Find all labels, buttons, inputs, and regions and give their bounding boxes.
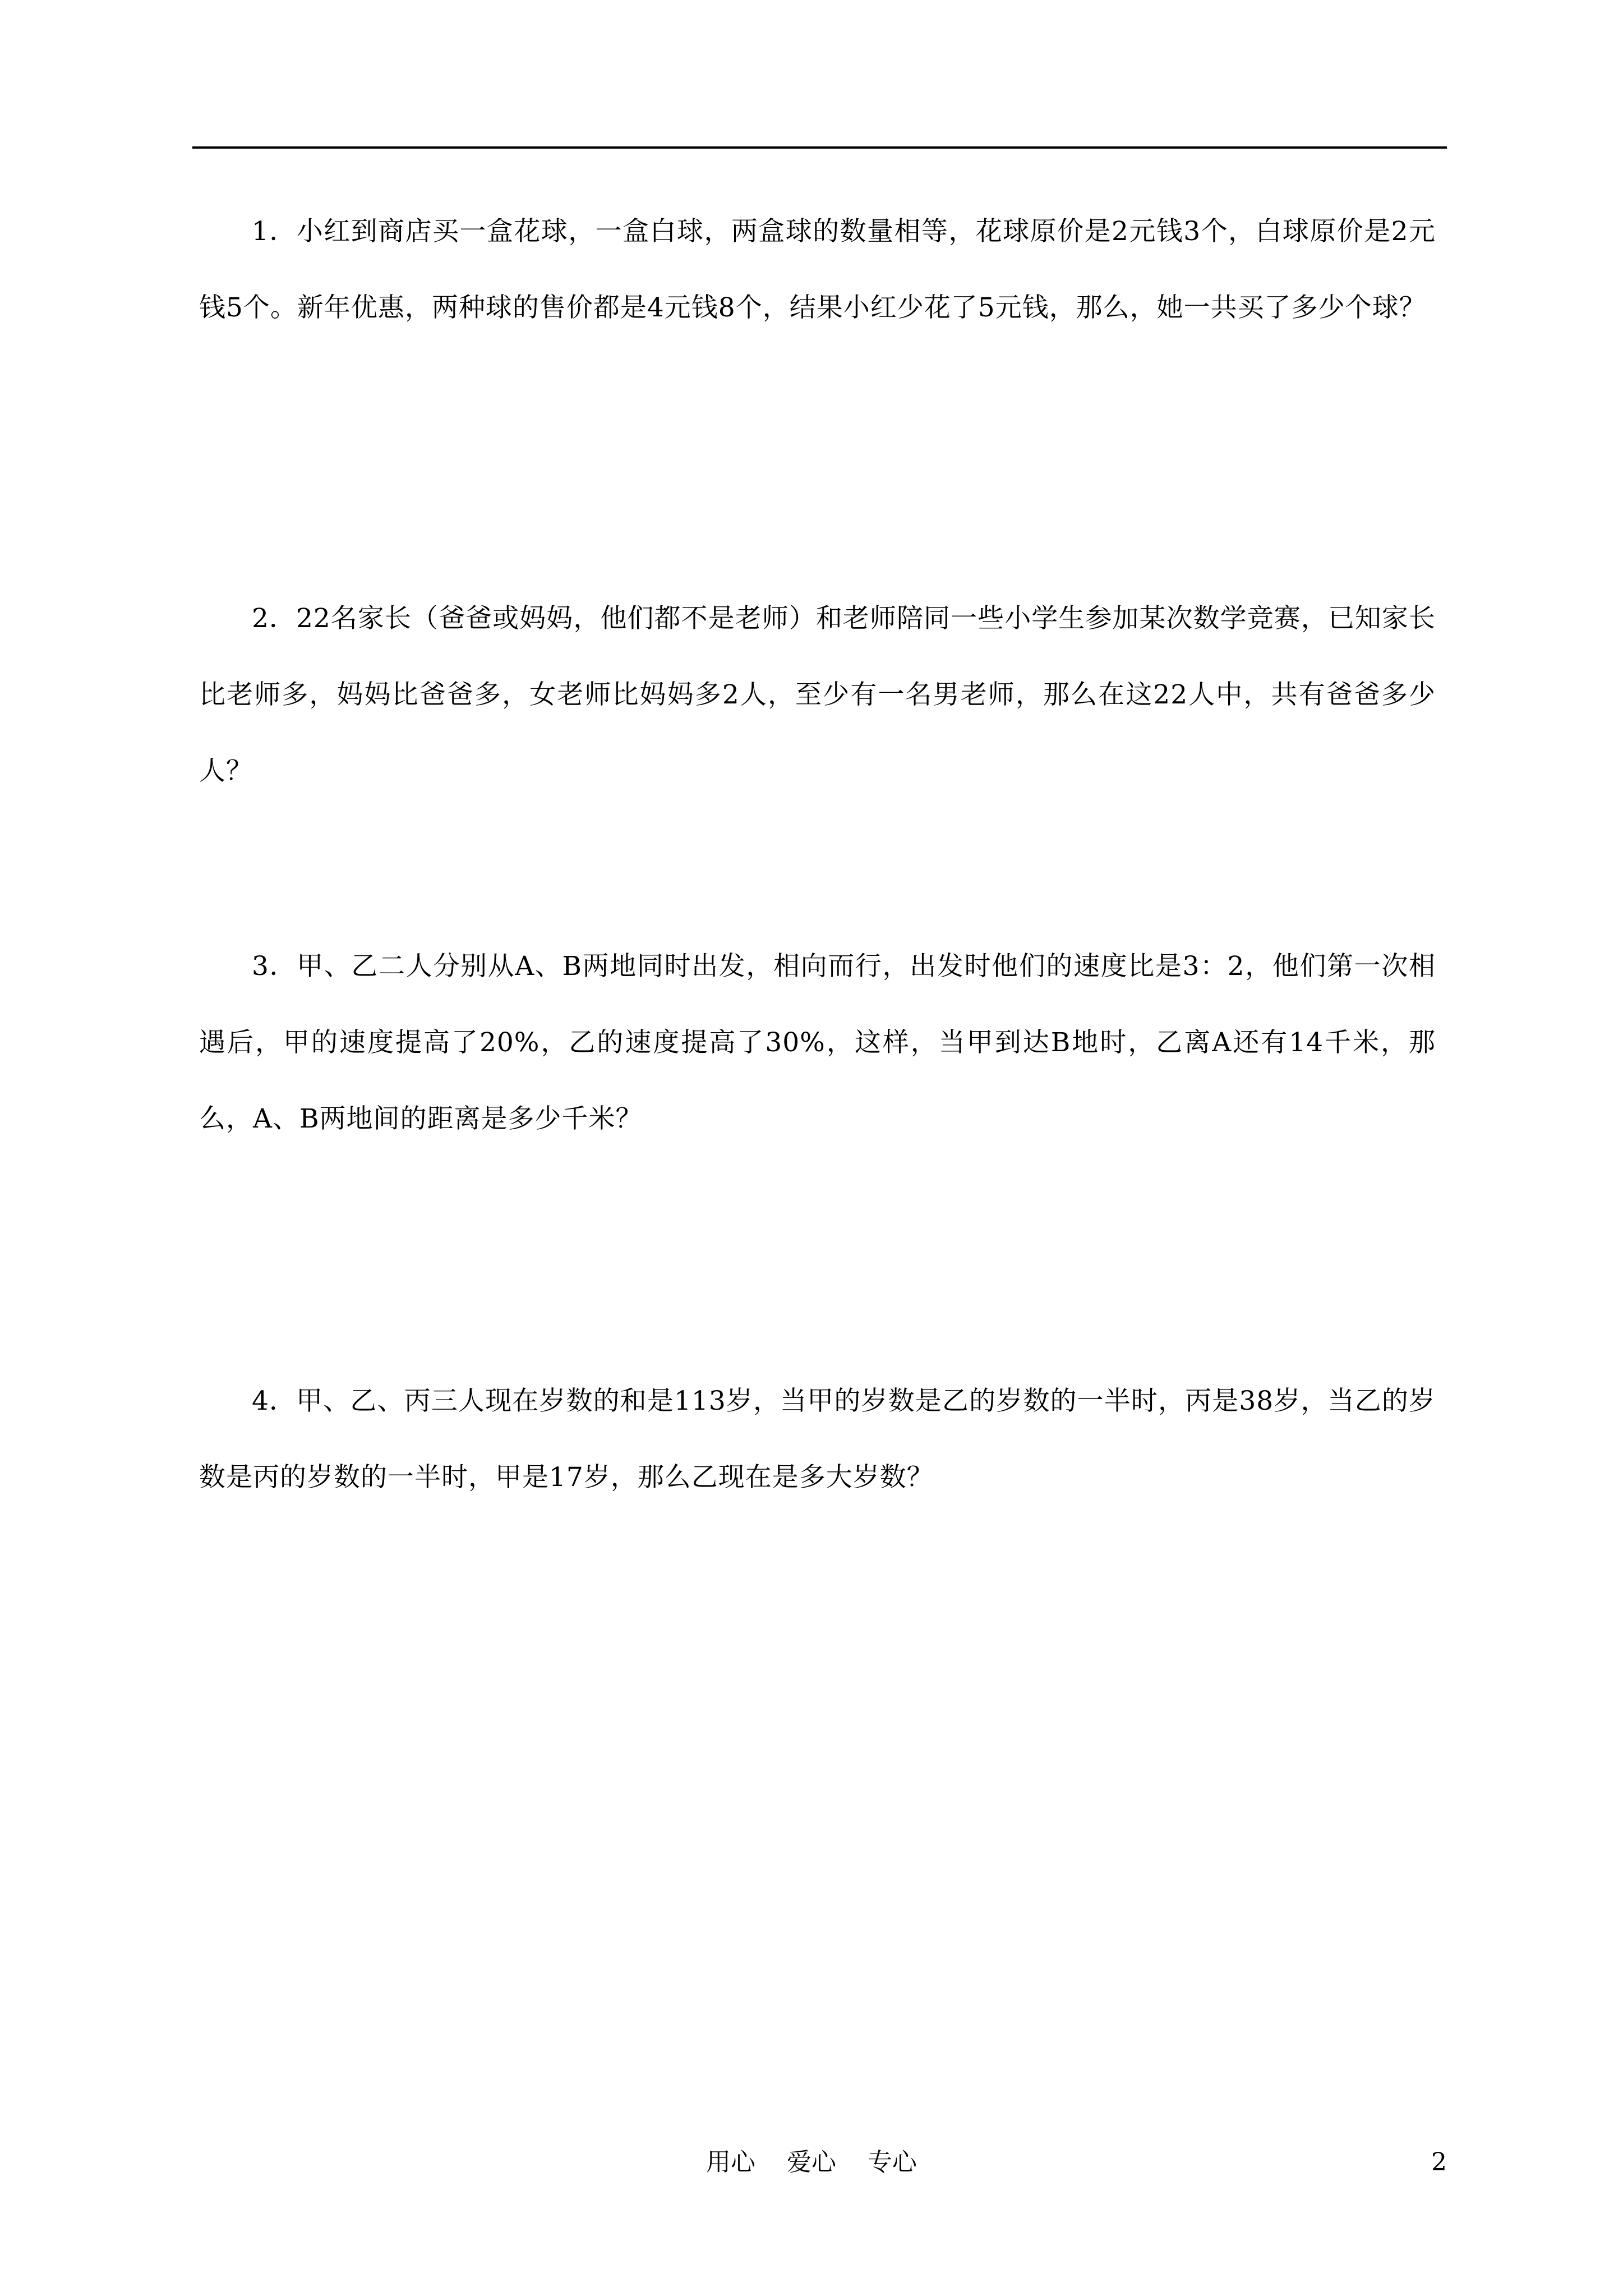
question-4: 4．甲、乙、丙三人现在岁数的和是113岁，当甲的岁数是乙的岁数的一半时，丙是38岁，当乙的岁数是丙的岁数的一半时，甲是17岁，那么乙现在是多大岁数？ [199, 1386, 1436, 1493]
footer-motto: 用心 爱心 专心 [706, 2148, 917, 2177]
page-number: 2 [1431, 2148, 1447, 2177]
question-3: 3．甲、乙二人分别从A、B两地同时出发，相向而行，出发时他们的速度比是3：2，他们第一次相遇后，甲的速度提高了20%，乙的速度提高了30%，这样，当甲到达B地时，乙离A还有14千米，那么，A、B两地间的距离是多少千米？ [199, 951, 1436, 1134]
question-2: 2．22名家长（爸爸或妈妈，他们都不是老师）和老师陪同一些小学生参加某次数学竞赛，已知家长比老师多，妈妈比爸爸多，女老师比妈妈多2人，至少有一名男老师，那么在这22人中，共有爸爸多少人？ [199, 603, 1436, 786]
question-1: 1．小红到商店买一盒花球，一盒白球，两盒球的数量相等，花球原价是2元钱3个，白球原价是2元钱5个。新年优惠，两种球的售价都是4元钱8个，结果小红少花了5元钱，那么，她一共买了多少个球？ [199, 216, 1436, 323]
header-rule [192, 146, 1447, 149]
